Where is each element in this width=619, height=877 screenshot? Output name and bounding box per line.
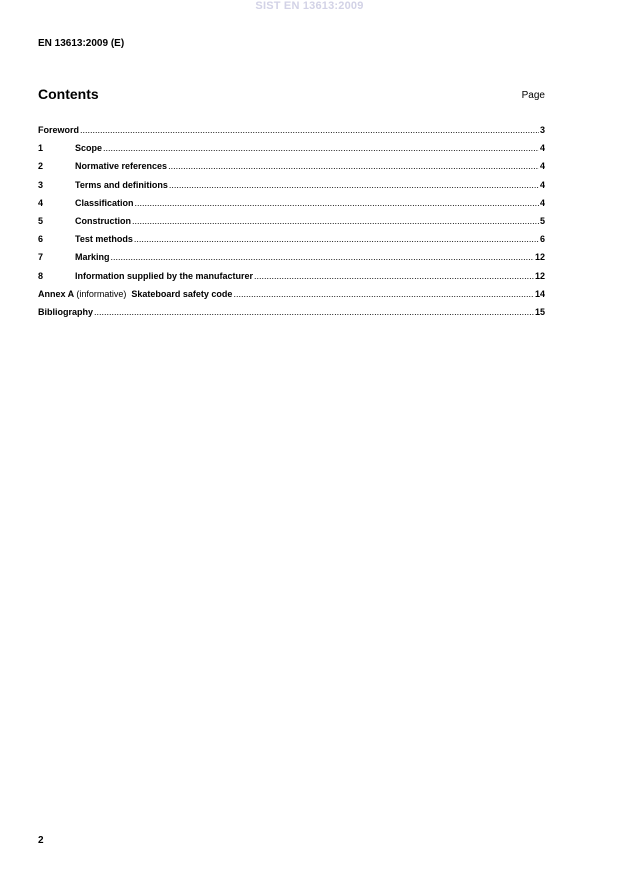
annex-qualifier: (informative) [76,288,127,299]
toc-entry-terms-and-definitions[interactable] [38,179,545,197]
toc-entry-page: 6 [539,234,545,245]
toc-entry-foreword[interactable] [38,124,545,142]
annex-title-group [38,288,232,300]
table-of-contents [38,124,545,324]
toc-leader-dots [103,142,539,154]
toc-entry-normative-references[interactable] [38,160,545,178]
toc-entry-page: 3 [539,125,545,135]
toc-entry-number: 3 [38,179,44,190]
toc-entry-page: 14 [534,288,545,299]
toc-entry-title: Terms and definitions [75,179,168,190]
toc-entry-number: 5 [38,215,44,226]
toc-entry-title: Classification [75,197,134,208]
page-column-label: Page [521,90,545,101]
toc-entry-number: 4 [38,197,44,208]
toc-entry-scope[interactable] [38,142,545,160]
toc-entry-construction[interactable] [38,215,545,233]
toc-entry-page: 15 [534,306,545,317]
toc-leader-dots [94,306,534,318]
toc-entry-title: Test methods [75,234,133,245]
toc-leader-dots [254,270,534,282]
toc-entry-page: 4 [539,179,545,190]
contents-heading: Contents [38,86,99,102]
toc-leader-dots [135,197,539,209]
toc-entry-page: 5 [539,215,545,226]
toc-leader-dots [233,288,534,300]
toc-entry-page: 4 [539,161,545,172]
toc-entry-annex-a[interactable] [38,288,545,306]
toc-entry-bibliography[interactable] [38,306,545,324]
toc-leader-dots [134,233,539,245]
toc-entry-number: 8 [38,270,44,281]
watermark: SIST EN 13613:2009 [255,0,364,12]
toc-entry-page: 4 [539,143,545,154]
toc-entry-number: 6 [38,234,44,245]
toc-entry-title: Information supplied by the manufacturer [75,270,254,281]
toc-leader-dots [168,160,539,172]
toc-entry-page: 12 [534,270,545,281]
toc-entry-test-methods[interactable] [38,233,545,251]
toc-entry-page: 4 [539,197,545,208]
toc-leader-dots [132,215,539,227]
toc-entry-number: 7 [38,252,44,263]
document-id-header: EN 13613:2009 (E) [38,38,125,49]
toc-leader-dots [169,179,539,191]
toc-entry-title: Scope [75,143,103,154]
toc-leader-dots [111,251,534,263]
toc-entry-page: 12 [534,252,545,263]
toc-entry-classification[interactable] [38,197,545,215]
toc-entry-title: Normative references [75,161,168,172]
toc-entry-number: 1 [38,143,44,154]
annex-title: Skateboard safety code [131,288,233,299]
toc-entry-number: 2 [38,161,44,172]
toc-entry-title: Foreword [38,125,80,135]
toc-entry-title: Construction [75,215,131,226]
toc-entry-information-supplied[interactable] [38,270,545,288]
toc-entry-title: Marking [75,252,110,263]
page-number: 2 [38,835,44,846]
toc-entry-marking[interactable] [38,251,545,269]
annex-label: Annex A [38,288,74,299]
toc-leader-dots [80,124,539,136]
toc-entry-title: Bibliography [38,306,94,317]
